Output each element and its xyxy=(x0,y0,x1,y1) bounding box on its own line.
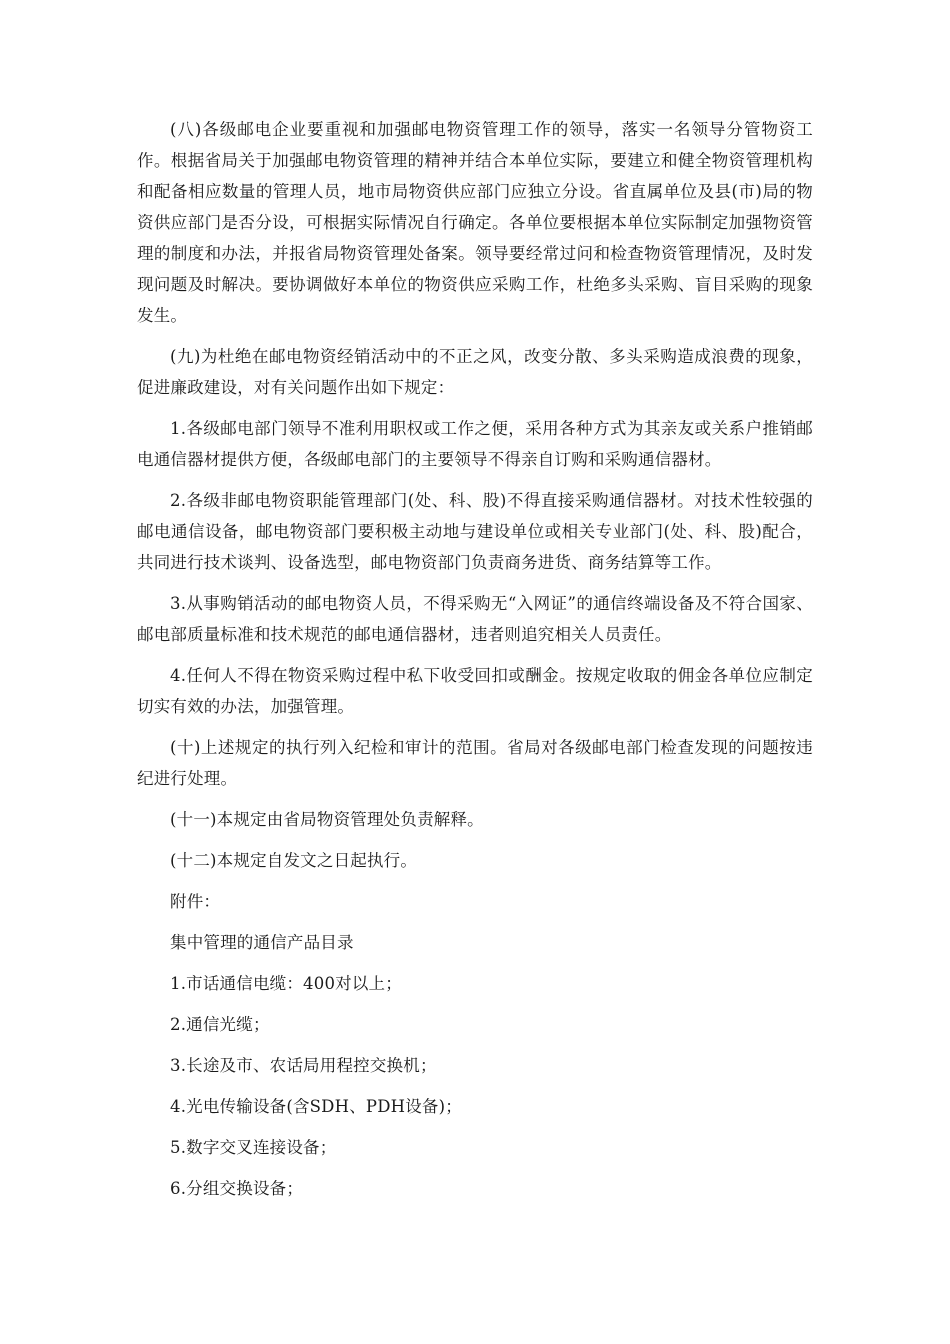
paragraph-11: (十一)本规定由省局物资管理处负责解释。 xyxy=(170,810,484,829)
catalog-item-5: 5.数字交叉连接设备； xyxy=(170,1138,337,1157)
catalog-item-6: 6.分组交换设备； xyxy=(170,1179,304,1198)
attachment-label: 附件： xyxy=(170,892,221,911)
catalog-item-2: 2.通信光缆； xyxy=(170,1015,270,1034)
catalog-title: 集中管理的通信产品目录 xyxy=(170,933,354,952)
document-body xyxy=(137,114,813,1214)
rule-item-1: 1.各级邮电部门领导不准利用职权或工作之便，采用各种方式为其亲友或关系户推销邮电通信器材提供方便，各级邮电部门的主要领导不得亲自订购和采购通信器材。 xyxy=(137,419,813,469)
rule-item-2: 2.各级非邮电物资职能管理部门(处、科、股)不得直接采购通信器材。对技术性较强的邮电通信设备，邮电物资部门要积极主动地与建设单位或相关专业部门(处、科、股)配合，共同进行技术谈判、设备选型，邮电物资部门负责商务进货、商务结算等工作。 xyxy=(137,491,813,572)
catalog-item-1: 1.市话通信电缆：400对以上； xyxy=(170,974,402,993)
paragraph-12: (十二)本规定自发文之日起执行。 xyxy=(170,851,418,870)
rule-item-3: 3.从事购销活动的邮电物资人员，不得采购无“入网证”的通信终端设备及不符合国家、邮电部质量标准和技术规范的邮电通信器材，违者则追究相关人员责任。 xyxy=(137,594,813,644)
paragraph-9: (九)为杜绝在邮电物资经销活动中的不正之风，改变分散、多头采购造成浪费的现象，促进廉政建设，对有关问题作出如下规定： xyxy=(137,347,813,397)
catalog-item-4: 4.光电传输设备(含SDH、PDH设备)； xyxy=(170,1097,462,1116)
paragraph-8: (八)各级邮电企业要重视和加强邮电物资管理工作的领导，落实一名领导分管物资工作。根据省局关于加强邮电物资管理的精神并结合本单位实际，要建立和健全物资管理机构和配备相应数量的管理人员，地市局物资供应部门应独立分设。省直属单位及县(市)局的物资供应部门是否分设，可根据实际情况自行确定。各单位要根据本单位实际制定加强物资管理的制度和办法，并报省局物资管理处备案。领导要经常过问和检查物资管理情况，及时发现问题及时解决。要协调做好本单位的物资供应采购工作，杜绝多头采购、盲目采购的现象发生。 xyxy=(137,120,813,325)
rule-item-4: 4.任何人不得在物资采购过程中私下收受回扣或酬金。按规定收取的佣金各单位应制定切实有效的办法，加强管理。 xyxy=(137,666,813,716)
paragraph-10: (十)上述规定的执行列入纪检和审计的范围。省局对各级邮电部门检查发现的问题按违纪进行处理。 xyxy=(137,738,813,788)
catalog-item-3: 3.长途及市、农话局用程控交换机； xyxy=(170,1056,437,1075)
